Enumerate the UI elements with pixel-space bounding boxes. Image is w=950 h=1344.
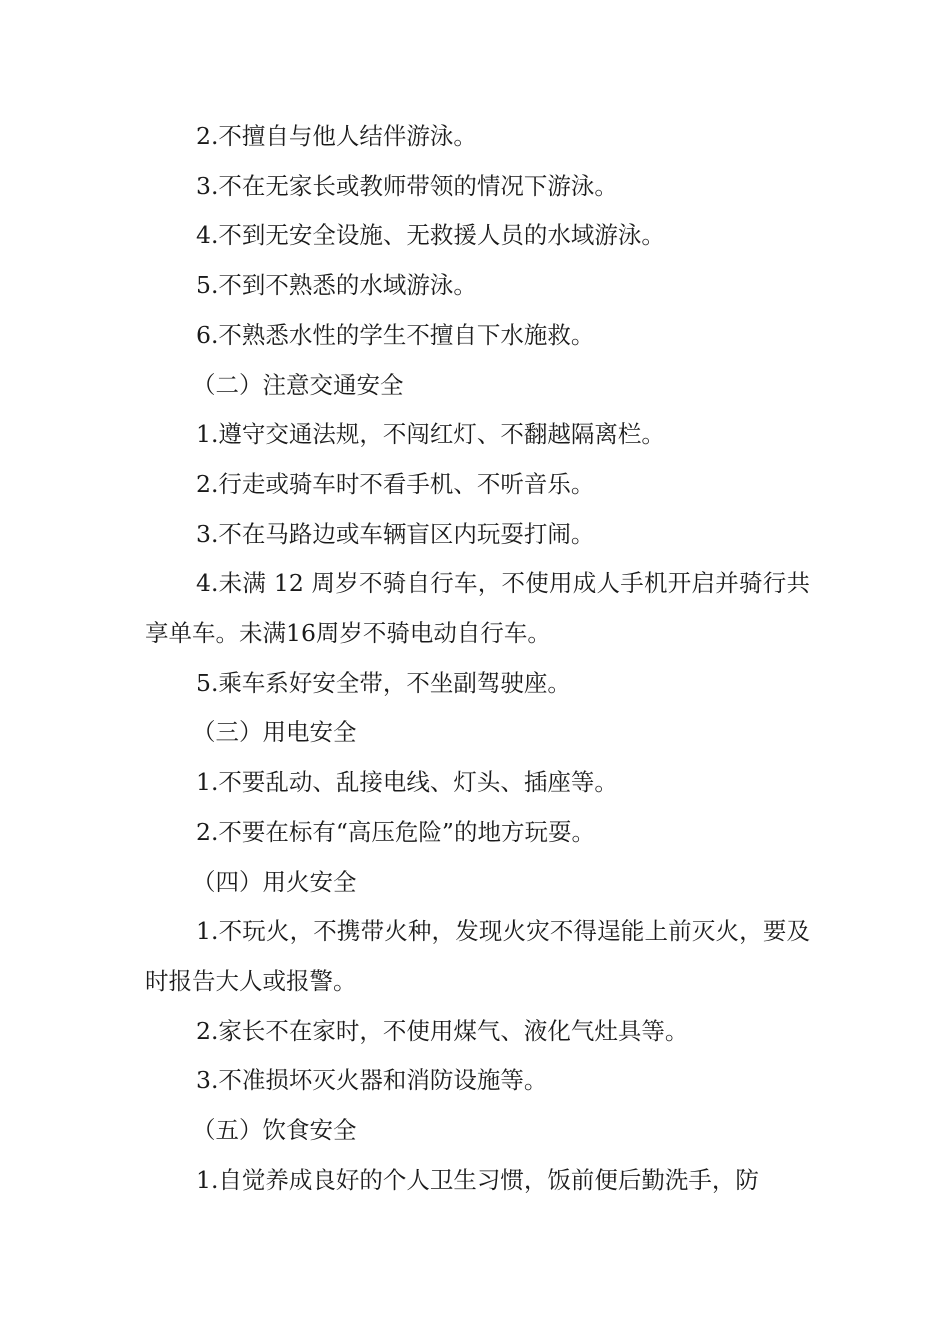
list-item-food-1: 1.自觉养成良好的个人卫生习惯，饭前便后勤洗手，防: [196, 1165, 759, 1194]
list-item-swimming-4: 4.不到无安全设施、无救援人员的水域游泳。: [196, 221, 665, 250]
list-item-electricity-2: 2.不要在标有“高压危险”的地方玩耍。: [196, 817, 595, 846]
section-heading-electricity: （三）用电安全: [192, 718, 357, 747]
list-item-electricity-1: 1.不要乱动、乱接电线、灯头、插座等。: [196, 768, 618, 797]
section-heading-traffic: （二）注意交通安全: [192, 370, 404, 399]
list-item-swimming-3: 3.不在无家长或教师带领的情况下游泳。: [196, 171, 618, 200]
list-item-traffic-5: 5.乘车系好安全带，不坐副驾驶座。: [196, 668, 571, 697]
list-item-fire-2: 2.家长不在家时，不使用煤气、液化气灶具等。: [196, 1016, 689, 1045]
list-item-traffic-2: 2.行走或骑车时不看手机、不听音乐。: [196, 469, 595, 498]
section-heading-fire: （四）用火安全: [192, 867, 357, 896]
list-item-swimming-6: 6.不熟悉水性的学生不擅自下水施救。: [196, 320, 595, 349]
section-heading-food: （五）饮食安全: [192, 1116, 357, 1145]
list-item-fire-3: 3.不准损坏灭火器和消防设施等。: [196, 1066, 548, 1095]
list-item-traffic-4: 4.未满 12 周岁不骑自行车，不使用成人手机开启并骑行共享单车。未满16周岁不骑电动自行车。: [145, 569, 810, 648]
list-item-traffic-1: 1.遵守交通法规，不闯红灯、不翻越隔离栏。: [196, 420, 665, 449]
document-body: [145, 112, 810, 1205]
list-item-traffic-3: 3.不在马路边或车辆盲区内玩耍打闹。: [196, 519, 595, 548]
list-item-fire-1: 1.不玩火，不携带火种，发现火灾不得逞能上前灭火，要及时报告大人或报警。: [145, 917, 810, 995]
list-item-swimming-5: 5.不到不熟悉的水域游泳。: [196, 271, 477, 300]
list-item-swimming-2: 2.不擅自与他人结伴游泳。: [196, 122, 477, 150]
